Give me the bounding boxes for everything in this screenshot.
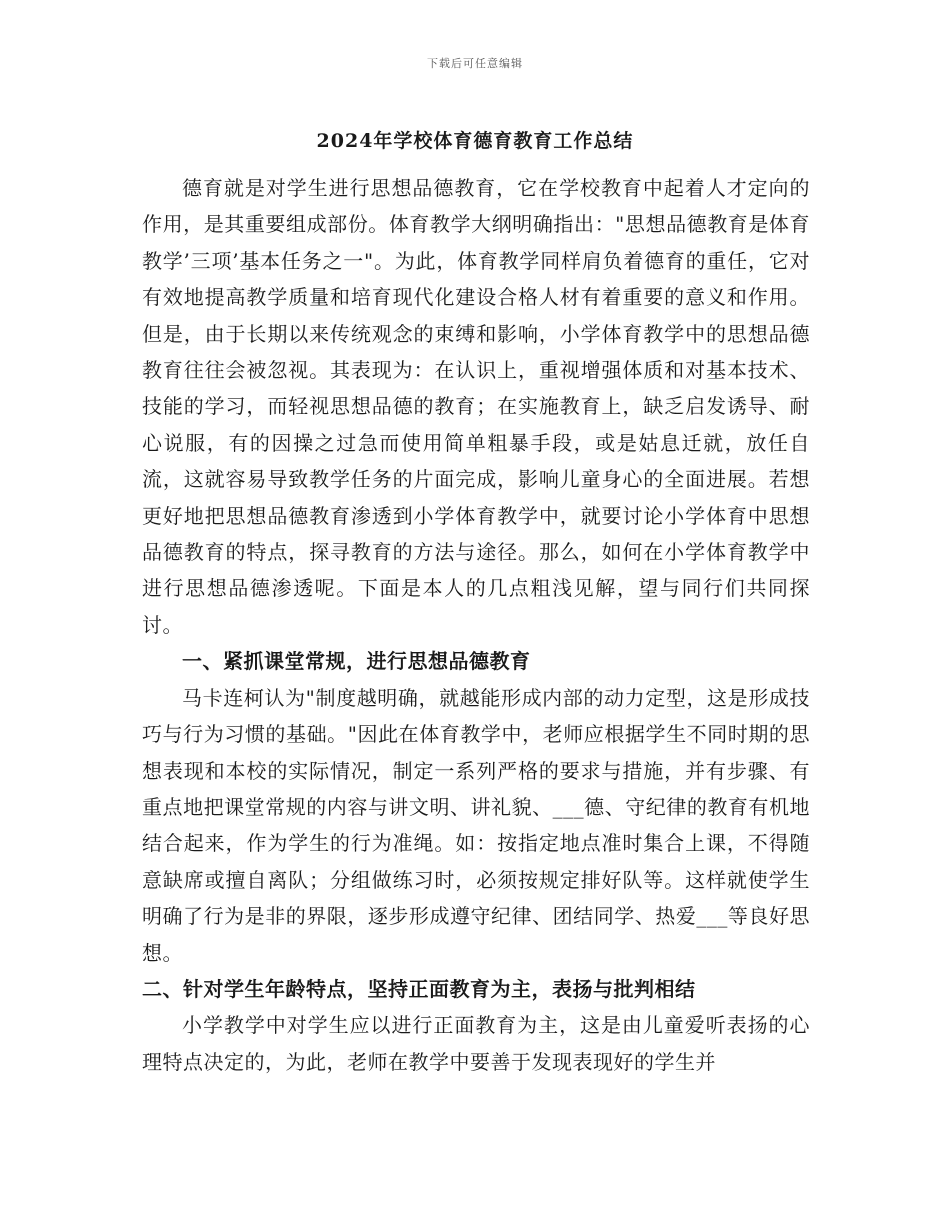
page-header-note: 下载后可任意编辑 (427, 57, 523, 70)
intro-paragraph: 德育就是对学生进行思想品德教育，它在学校教育中起着人才定向的作用，是其重要组成部份。体育教学大纲明确指出："思想品德教育是体育教学’三项’基本任务之一"。为此，体育教学同样肩负着德育的重任，它对有效地提高教学质量和培育现代化建设合格人材有着重要的意义和作用。但是，由于长期以来传统观念的束缚和影响，小学体育教学中的思想品德教育往往会被忽视。其表现为：在认识上，重视增强体质和对基本技术、技能的学习，而轻视思想品德的教育；在实施教育上，缺乏启发诱导、耐心说服，有的因操之过急而使用简单粗暴手段，或是姑息迁就，放任自流，这就容易导致教学任务的片面完成，影响儿童身心的全面进展。若想更好地把思想品德教育渗透到小学体育教学中，就要讨论小学体育中思想品德教育的特点，探寻教育的方法与途径。那么，如何在小学体育教学中进行思想品德渗透呢。下面是本人的几点粗浅见解，望与同行们共同探讨。 (142, 176, 810, 637)
section-2-heading: 二、针对学生年龄特点，坚持正面教育为主，表扬与批判相结 (142, 976, 696, 1001)
section-1-paragraph: 马卡连柯认为"制度越明确，就越能形成内部的动力定型，这是形成技巧与行为习惯的基础。"因此在体育教学中，老师应根据学生不同时期的思想表现和本校的实际情况，制定一系列严格的要求与措施，并有步骤、有重点地把课堂常规的内容与讲文明、讲礼貌、___德、守纪律的教育有机地结合起来，作为学生的行为准绳。如：按指定地点准时集合上课，不得随意缺席或擅自离队；分组做练习时，必须按规定排好队等。这样就使学生明确了行为是非的界限，逐步形成遵守纪律、团结同学、热爱___等良好思想。 (142, 685, 810, 965)
document-body (142, 170, 810, 1080)
section-2-paragraph: 小学教学中对学生应以进行正面教育为主，这是由儿童爱听表扬的心理特点决定的，为此，老师在教学中要善于发现表现好的学生并 (142, 1013, 810, 1074)
document-title: 2024年学校体育德育教育工作总结 (316, 130, 634, 152)
section-1-heading: 一、紧抓课堂常规，进行思想品德教育 (182, 649, 531, 674)
